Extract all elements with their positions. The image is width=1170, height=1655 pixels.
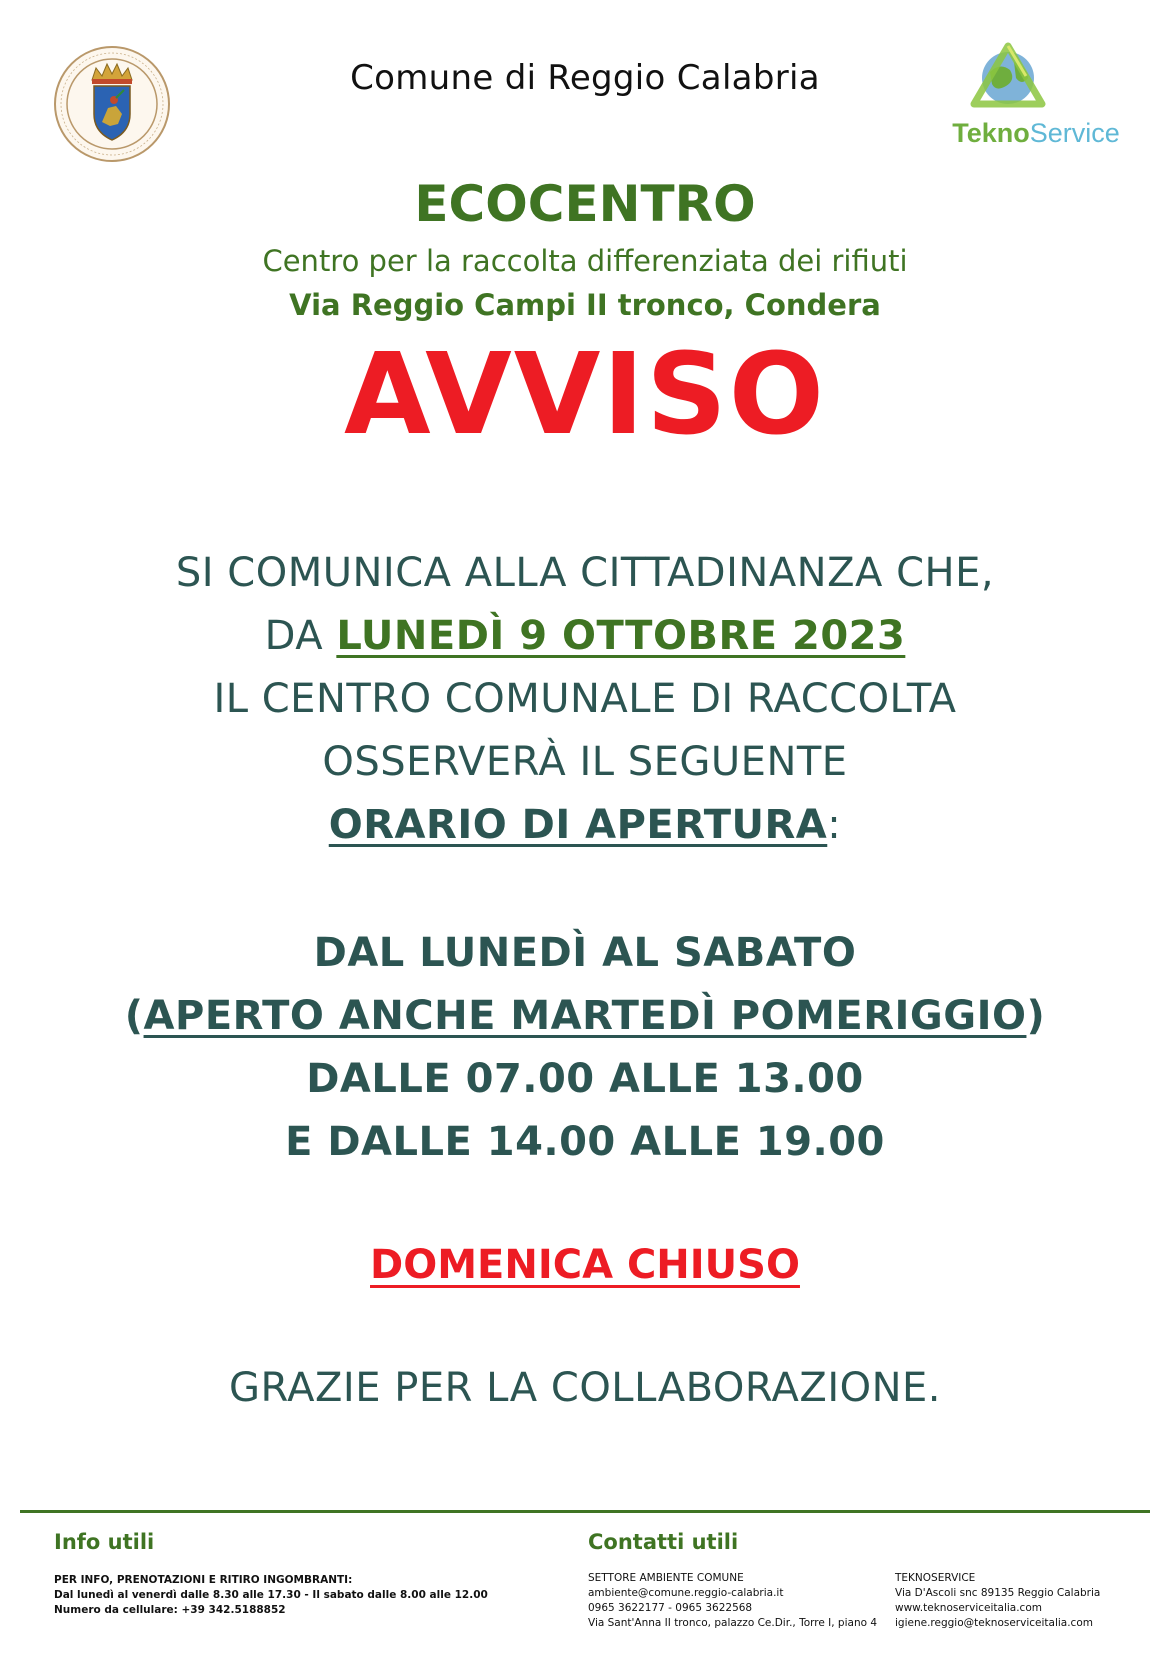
paren-open: (	[124, 993, 144, 1039]
info-heading: Info utili	[54, 1530, 155, 1554]
contact-address: Via D'Ascoli snc 89135 Reggio Calabria	[895, 1587, 1101, 1599]
contact-email[interactable]: igiene.reggio@teknoserviceitalia.com	[895, 1617, 1093, 1629]
notice-line-3: IL CENTRO COMUNALE DI RACCOLTA	[213, 676, 957, 722]
contact-line: TEKNOSERVICE	[895, 1572, 976, 1584]
sunday-closed: DOMENICA CHIUSO	[370, 1242, 800, 1288]
info-line: PER INFO, PRENOTAZIONI E RITIRO INGOMBRANTI:	[54, 1574, 353, 1586]
ecocentro-subtitle: Centro per la raccolta differenziata dei rifiuti	[262, 244, 908, 278]
comune-contacts	[588, 1571, 877, 1631]
thanks-message: GRAZIE PER LA COLLABORAZIONE.	[228, 1365, 942, 1411]
opening-hours-label: ORARIO DI APERTURA	[328, 802, 828, 848]
contact-email[interactable]: ambiente@comune.reggio-calabria.it	[588, 1587, 784, 1599]
paren-close: )	[1026, 993, 1046, 1039]
notice-line-2	[0, 613, 1170, 659]
page-title: Comune di Reggio Calabria	[350, 58, 820, 98]
schedule-extra-text: APERTO ANCHE MARTEDÌ POMERIGGIO	[143, 993, 1027, 1039]
logo-word-service: Service	[1029, 118, 1120, 148]
contact-website[interactable]: www.teknoserviceitalia.com	[895, 1602, 1042, 1614]
contact-phone: 0965 3622177 - 0965 3622568	[588, 1602, 753, 1614]
logo-word-tekno: Tekno	[952, 118, 1030, 148]
notice-date: LUNEDÌ 9 OTTOBRE 2023	[336, 613, 906, 659]
ecocentro-title: ECOCENTRO	[414, 175, 756, 233]
schedule-extra	[0, 993, 1170, 1039]
schedule-afternoon: E DALLE 14.00 ALLE 19.00	[285, 1119, 885, 1165]
notice-line-4: OSSERVERÀ IL SEGUENTE	[322, 739, 848, 785]
teknoservice-contacts	[895, 1571, 1100, 1631]
schedule-morning: DALLE 07.00 ALLE 13.00	[306, 1056, 864, 1102]
opening-hours-colon: :	[827, 802, 842, 848]
contacts-heading: Contatti utili	[588, 1530, 739, 1554]
contact-line: SETTORE AMBIENTE COMUNE	[588, 1572, 744, 1584]
ecocentro-address: Via Reggio Campi II tronco, Condera	[289, 288, 881, 322]
info-body	[54, 1573, 488, 1618]
notice-line-5	[0, 802, 1170, 848]
contact-address: Via Sant'Anna II tronco, palazzo Ce.Dir., Torre I, piano 4	[588, 1617, 878, 1629]
notice-line-1: SI COMUNICA ALLA CITTADINANZA CHE,	[175, 550, 995, 596]
info-line: Numero da cellulare: +39 342.5188852	[54, 1604, 286, 1616]
info-line: Dal lunedì al venerdì dalle 8.30 alle 17.30 - Il sabato dalle 8.00 alle 12.00	[54, 1589, 488, 1601]
schedule-days: DAL LUNEDÌ AL SABATO	[313, 930, 857, 976]
footer-divider	[20, 1510, 1150, 1513]
notice-line-2-prefix: DA	[264, 613, 337, 659]
notice-heading: AVVISO	[344, 330, 826, 460]
